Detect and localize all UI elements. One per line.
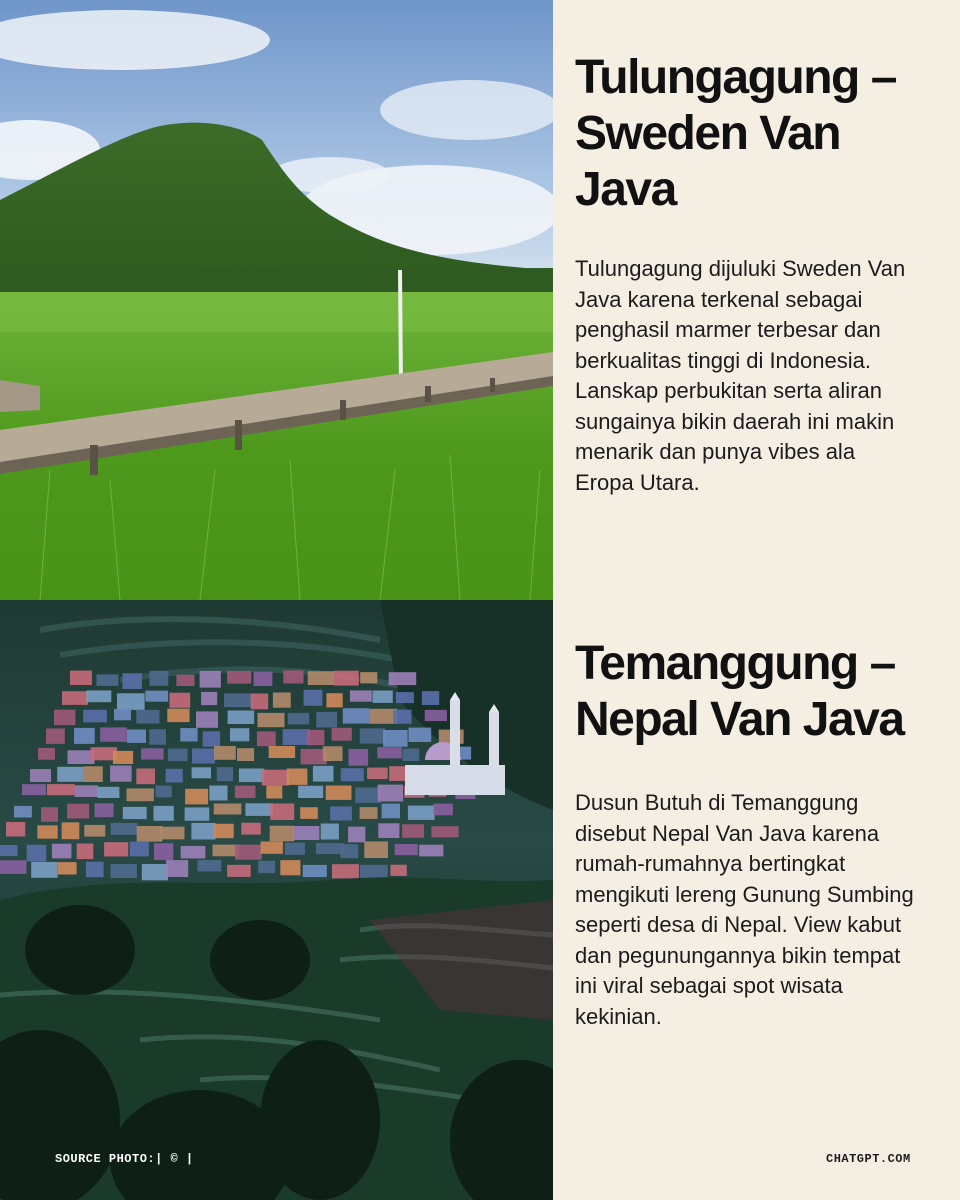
site-url: CHATGPT.COM [826, 1152, 911, 1166]
hillside-village-photo [0, 600, 553, 1200]
photo-source-credit: SOURCE PHOTO:| © | [55, 1152, 194, 1166]
section-temanggung [575, 636, 915, 1032]
section-title: Tulungagung – Sweden Van Java [575, 51, 896, 216]
section-body: Dusun Butuh di Temanggung disebut Nepal Van Java karena rumah-rumahnya bertingkat mengikuti lereng Gunung Sumbing seperti desa di Nepal. View kabut dan pegunungannya bikin tempat ini viral sebagai spot wisata kekinian. [575, 790, 914, 1029]
rice-field-photo [0, 0, 553, 600]
section-body: Tulungagung dijuluki Sweden Van Java karena terkenal sebagai penghasil marmer terbesar dan berkualitas tinggi di Indonesia. Lanskap perbukitan serta aliran sungainya bikin daerah ini makin menarik dan punya vibes ala Eropa Utara. [575, 256, 906, 495]
section-title: Temanggung – Nepal Van Java [575, 637, 904, 746]
section-tulungagung [575, 50, 915, 498]
